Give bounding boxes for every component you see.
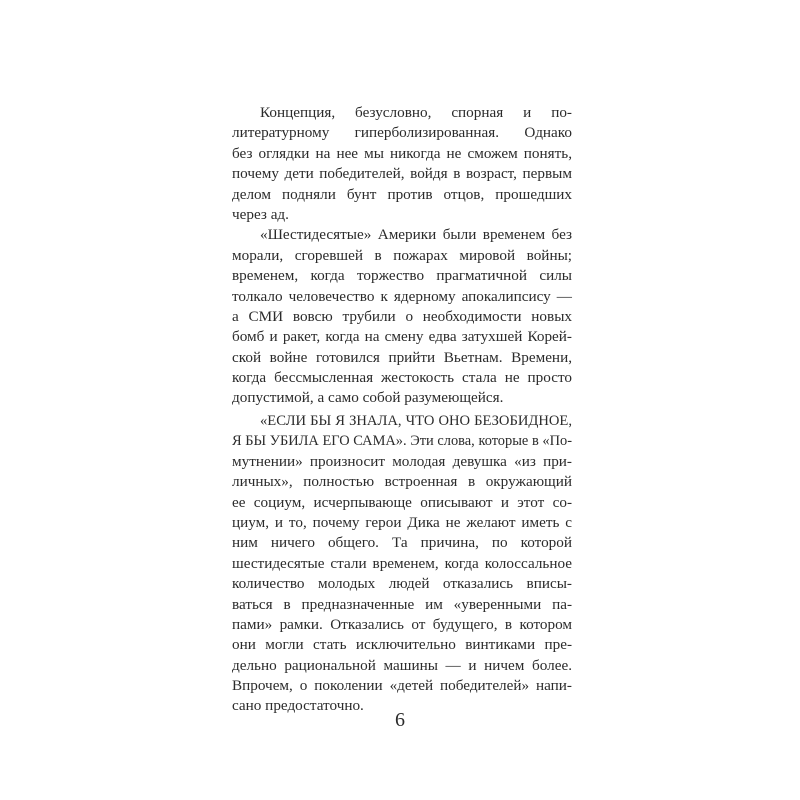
text-line: почему дети победителей, войдя в возраст, первым xyxy=(232,165,572,183)
text-line: они могли стать исключительно винтиками пре- xyxy=(232,636,572,654)
paragraph-2 xyxy=(232,225,572,409)
text-line: делом подняли бунт против отцов, прошедших xyxy=(232,185,572,203)
text-line: без оглядки на нее мы никогда не сможем понять, xyxy=(232,144,572,162)
text-line: дельно рациональной машины — и ничем более. xyxy=(232,656,572,674)
text-line: через ад. xyxy=(232,205,289,223)
text-block-top xyxy=(232,103,572,409)
text-line: личных», полностью встроенная в окружающий xyxy=(232,473,572,491)
text-line: ее социум, исчерпывающе описывают и этот со- xyxy=(232,493,572,511)
text-line: литературному гиперболизированная. Однако xyxy=(232,124,572,142)
text-line: пами» рамки. Отказались от будущего, в котором xyxy=(232,615,572,633)
text-block-bottom xyxy=(232,411,572,717)
page-number: 6 xyxy=(395,709,405,731)
text-line: ваться в предназначенные им «уверенными па- xyxy=(232,595,572,613)
text-line: шестидесятые стали временем, когда колоссальное xyxy=(232,554,572,572)
text-line: толкало человечество к ядерному апокалипсису — xyxy=(232,287,572,305)
text-line: циум, и то, почему герои Дика не желают иметь с xyxy=(232,513,572,531)
text-line: Концепция, безусловно, спорная и по- xyxy=(260,104,572,121)
text-line: когда бессмысленная жестокость стала не просто xyxy=(232,369,572,387)
text-line: Я БЫ УБИЛА ЕГО САМА». Эти слова, которые в «По- xyxy=(232,433,572,450)
paragraph-3 xyxy=(232,411,572,717)
text-line: Впрочем, о поколении «детей победителей» напи- xyxy=(232,677,572,695)
text-line: мутнении» произносит молодая девушка «из при- xyxy=(232,452,572,470)
text-line: допустимой, а само собой разумеющейся. xyxy=(232,389,504,407)
text-line: количество молодых людей отказались вписы- xyxy=(232,575,572,593)
text-line: а СМИ вовсю трубили о необходимости новых xyxy=(232,307,572,325)
text-line: ним ничего общего. Та причина, по которой xyxy=(232,534,572,552)
paragraph-1 xyxy=(232,103,572,225)
text-line: временем, когда торжество прагматичной силы xyxy=(232,267,572,285)
text-line: «ЕСЛИ БЫ Я ЗНАЛА, ЧТО ОНО БЕЗОБИДНОЕ, xyxy=(260,413,572,429)
text-line: морали, сгоревшей в пожарах мировой войны; xyxy=(232,246,572,264)
text-line: ской войне готовился прийти Вьетнам. Времени, xyxy=(232,348,572,366)
text-line: сано предостаточно. xyxy=(232,697,364,715)
text-line: бомб и ракет, когда на смену едва затухшей Корей- xyxy=(232,328,572,346)
text-line: «Шестидесятые» Америки были временем без xyxy=(260,226,572,244)
